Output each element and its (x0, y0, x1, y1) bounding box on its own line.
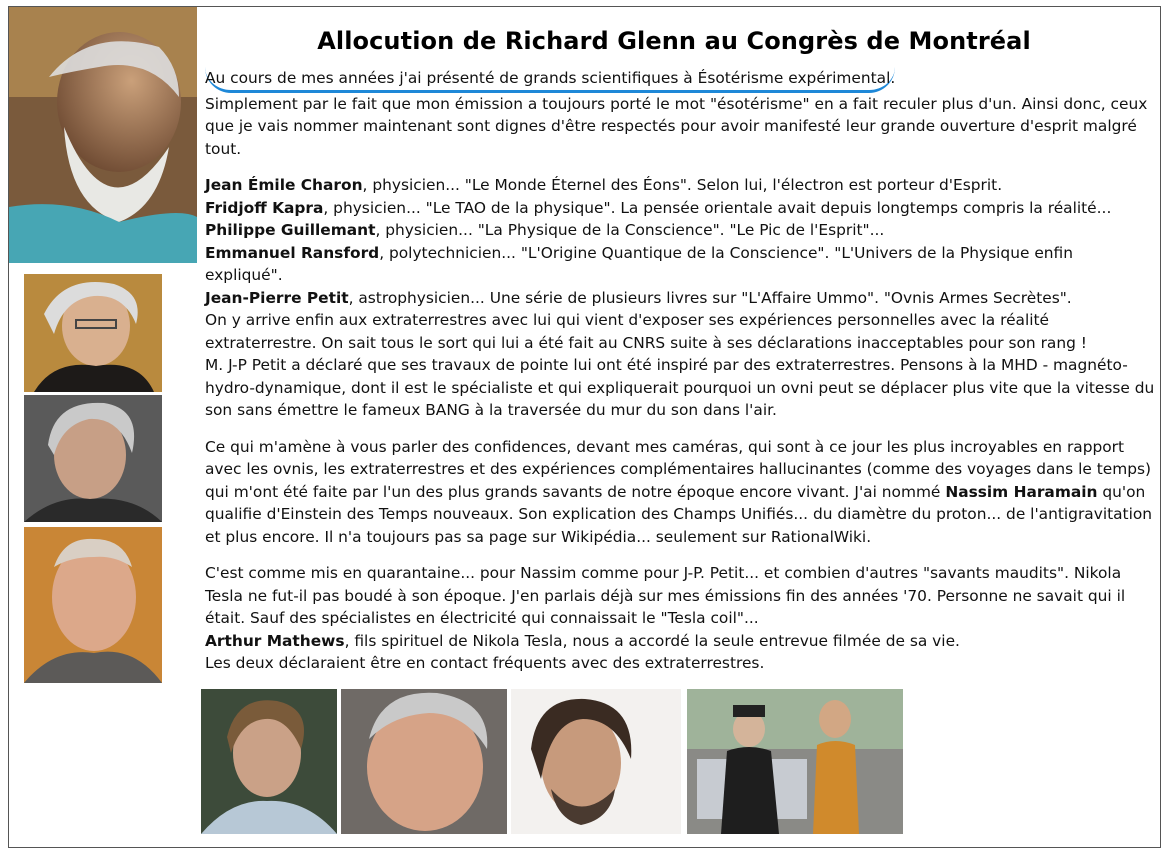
portrait-jean-emile-charon (24, 274, 162, 392)
scientist-name: Fridjoff Kapra (205, 198, 324, 217)
scientist-charon (205, 174, 1155, 197)
scientist-ransford (205, 242, 1155, 287)
scientist-desc: , physicien... "Le Monde Éternel des Éons". Selon lui, l'électron est porteur d'Esprit. (362, 176, 1003, 194)
portrait-richard-glenn (9, 7, 197, 263)
scientist-kapra (205, 197, 1155, 220)
portrait-emmanuel-ransford (201, 689, 337, 834)
portrait-philippe-guillemant (24, 527, 162, 683)
photo-tesla-and-mathews (687, 689, 903, 834)
scientist-petit (205, 287, 1155, 310)
nassim-text-a: Ce qui m'amène à vous parler des confidences, devant mes caméras, qui sont à ce jour les plus incroyables en rapport avec les ovnis, les extraterrestres et des expériences complémentaires hallucinantes (comme des voyages dans le temps) qui m'ont été faite par l'un des plus grands savants de notre époque encore vivant. J'ai nommé (205, 437, 1152, 501)
nassim-name: Nassim Haramain (945, 482, 1098, 501)
paragraph-intro: Simplement par le fait que mon émission a toujours porté le mot "ésotérisme" en a fait reculer plus d'un. Ainsi donc, ceux que je vais nommer maintenant sont dignes d'être respectés pour avoir manifesté leur grande ouverture d'esprit malgré tout. (205, 94, 1148, 158)
scientist-name: Jean Émile Charon (205, 176, 363, 194)
intro-line: Au cours de mes années j'ai présenté de grands scientifiques à Ésotérisme expérimental. (205, 67, 895, 93)
paragraph-petit-more: On y arrive enfin aux extraterrestres avec lui qui vient d'exposer ses expériences personnelles avec la réalité extraterrestre. On sait tous le sort qui lui a été fait au CNRS suite à ses déclarations inacceptables pour son rang ! (205, 311, 1087, 352)
paragraph-mathews (205, 630, 1155, 653)
page-title: Allocution de Richard Glenn au Congrès de Montréal (317, 27, 1031, 55)
scientist-desc: , physicien... "Le TAO de la physique". La pensée orientale avait depuis longtemps compris la réalité... (323, 198, 1112, 217)
article-body (205, 67, 1155, 675)
nassim-text-b: qu'on qualifie d'Einstein des Temps nouveaux. Son explication des Champs Unifiés... du diamètre du proton... de l'antigravitation et plus encore. Il n'a toujours pas sa page sur Wikipédia... seulement sur RationalWiki. (205, 482, 1153, 546)
page-frame (8, 6, 1161, 848)
scientist-desc: , physicien... "La Physique de la Conscience". "Le Pic de l'Esprit"... (375, 221, 885, 239)
portrait-fridjoff-kapra (24, 395, 162, 522)
scientist-desc: , polytechnicien... "L'Origine Quantique de la Conscience". "L'Univers de la Physique enfin expliqué". (205, 243, 1073, 284)
scientist-guillemant (205, 219, 1155, 242)
portrait-jean-pierre-petit (341, 689, 507, 834)
scientist-name: Jean-Pierre Petit (205, 288, 349, 307)
mathews-name: Arthur Mathews (205, 631, 345, 650)
mathews-desc: , fils spirituel de Nikola Tesla, nous a accordé la seule entrevue filmée de sa vie. (344, 631, 960, 650)
paragraph-contact: Les deux déclaraient être en contact fréquents avec des extraterrestres. (205, 654, 765, 672)
paragraph-nassim (205, 436, 1155, 549)
paragraph-tesla: C'est comme mis en quarantaine... pour Nassim comme pour J-P. Petit... et combien d'autres "savants maudits". Nikola Tesla ne fut-il pas boudé à son époque. J'en parlais déjà sur mes émissions fin des années '70. Personne ne savait qui il était. Sauf des spécialistes en électricité qui connaissait le "Tesla coil"... (205, 564, 1126, 627)
portrait-nassim-haramein (511, 689, 681, 834)
scientist-name: Emmanuel Ransford (205, 243, 380, 262)
scientist-desc: , astrophysicien... Une série de plusieurs livres sur "L'Affaire Ummo". "Ovnis Armes Secrètes". (348, 288, 1072, 307)
paragraph-petit-more2: M. J-P Petit a déclaré que ses travaux de pointe lui ont été inspiré par des extraterrestres. Pensons à la MHD - magnéto-hydro-dynamique, dont il est le spécialiste et qui expliquerait pourquoi un ovni peut se déplacer plus vite que la vitesse du son sans émettre le fameux BANG à la traversée du mur du son dans l'air. (205, 356, 1155, 419)
scientist-name: Philippe Guillemant (205, 221, 376, 239)
